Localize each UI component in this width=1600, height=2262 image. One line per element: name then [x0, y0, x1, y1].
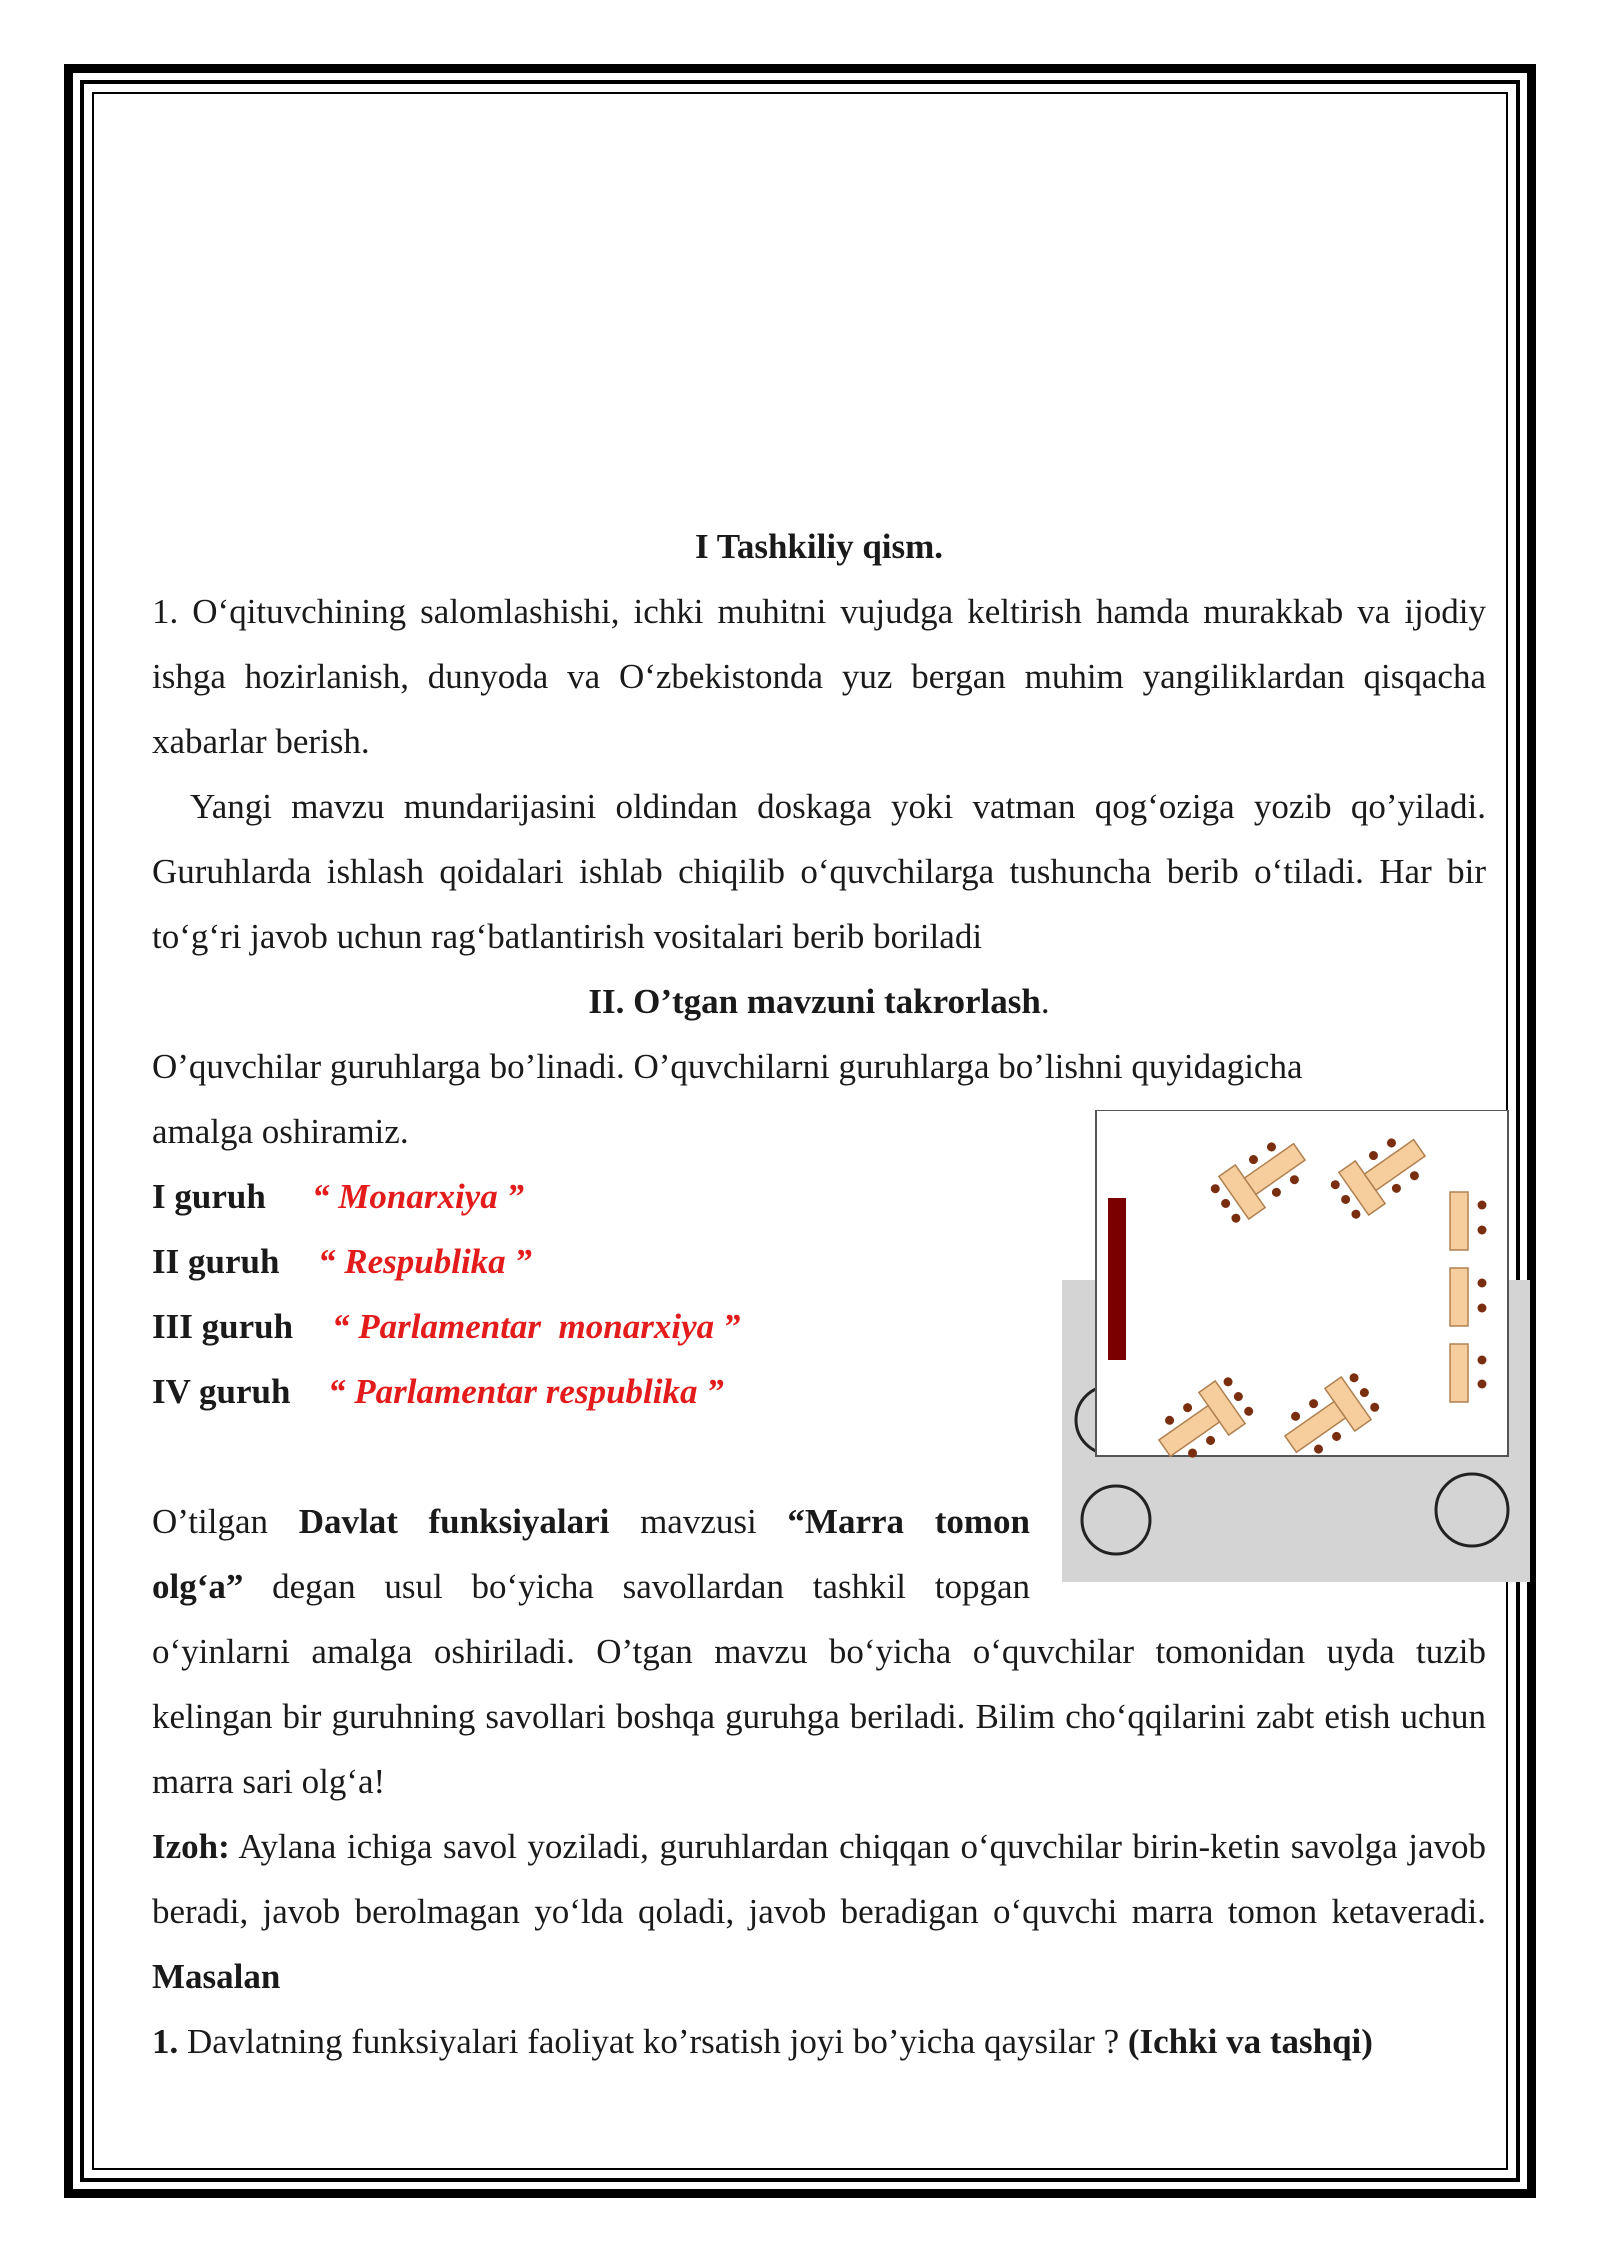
group-name: “ Parlamentar monarxiya ”: [332, 1307, 741, 1346]
section-1-paragraph-1: 1. O‘qituvchining salomlashishi, ichki muhitni vujudga keltirish hamda murakkab va ijodiy ishga hozirlanish, dunyoda va O‘zbekistonda yuz bergan muhim yangiliklardan qisqacha xabarlar berish.: [152, 592, 1486, 761]
note-text: Aylana ichiga savol yoziladi, guruhlardan chiqqan o‘quvchilar birin-ketin savolga javob beradi, javob berolmagan yo‘lda qoladi, javob beradigan o‘quvchi marra tomon ketaveradi.: [152, 1827, 1486, 1931]
section-1-paragraph-2: Yangi mavzu mundarijasini oldindan doskaga yoki vatman qog‘oziga yozib qo’yiladi. Guruhlarda ishlash qoidalari ishlab chiqilib o‘quvchilarga tushuncha berib o‘tiladi. Har bir to‘g‘ri javob uchun rag‘batlantirish vositalari berib boriladi: [152, 787, 1486, 956]
note-example-label: Masalan: [152, 1957, 281, 1996]
blackboard: [1108, 1198, 1126, 1360]
note-label: Izoh:: [152, 1827, 230, 1866]
method-paragraph-part-1: [152, 1489, 1030, 1554]
method-paragraph-part-2: [152, 1554, 1030, 1619]
method-mid: mavzusi: [609, 1502, 788, 1541]
group-label: IV guruh: [152, 1372, 291, 1411]
section-1-heading: [152, 514, 1486, 579]
group-name: “ Parlamentar respublika ”: [328, 1372, 724, 1411]
group-item-1: [152, 1164, 524, 1229]
note-paragraph: [152, 1814, 1486, 2009]
question-1-number: 1.: [152, 2022, 179, 2061]
method-name-2: olg‘a”: [152, 1567, 244, 1606]
question-1: [152, 2009, 1486, 2074]
group-label: II guruh: [152, 1242, 280, 1281]
method-topic: Davlat funksiyalari: [298, 1502, 610, 1541]
method-name-1: “Marra tomon: [787, 1502, 1030, 1541]
method-lead: O’tilgan: [152, 1502, 299, 1541]
section-1-heading-text: I Tashkiliy qism.: [694, 527, 944, 566]
method-paragraph-rest: o‘yinlarni amalga oshiriladi. O’tgan mavzu bo‘yicha o‘quvchilar tomonidan uyda tuzib kelingan bir guruhning savollari boshqa guruhga beriladi. Bilim cho‘qqilarini zabt etish uchun marra sari olg‘a!: [152, 1632, 1486, 1801]
groups-intro: O’quvchilar guruhlarga bo’linadi. O’quvchilarni guruhlarga bo’lishni quyidagicha amalga oshiramiz.: [152, 1047, 1303, 1151]
group-name: “ Respublika ”: [318, 1242, 532, 1281]
group-name: “ Monarxiya ”: [312, 1177, 524, 1216]
group-label: III guruh: [152, 1307, 294, 1346]
section-2-heading-dot: .: [1040, 982, 1050, 1021]
group-item-2: [152, 1229, 532, 1294]
section-2-heading: [152, 969, 1486, 1034]
question-1-answer: (Ichki va tashqi): [1127, 2022, 1373, 2061]
classroom-layout-diagram: [1062, 1110, 1530, 1582]
group-item-4: [152, 1359, 724, 1424]
method-after-name: degan usul bo‘yicha savollardan tashkil topgan: [243, 1567, 1030, 1606]
group-label: I guruh: [152, 1177, 266, 1216]
question-1-text: Davlatning funksiyalari faoliyat ko’rsatish joyi bo’yicha qaysilar ?: [178, 2022, 1128, 2061]
section-2-heading-text: II. O’tgan mavzuni takrorlash: [588, 982, 1041, 1021]
group-item-3: [152, 1294, 740, 1359]
